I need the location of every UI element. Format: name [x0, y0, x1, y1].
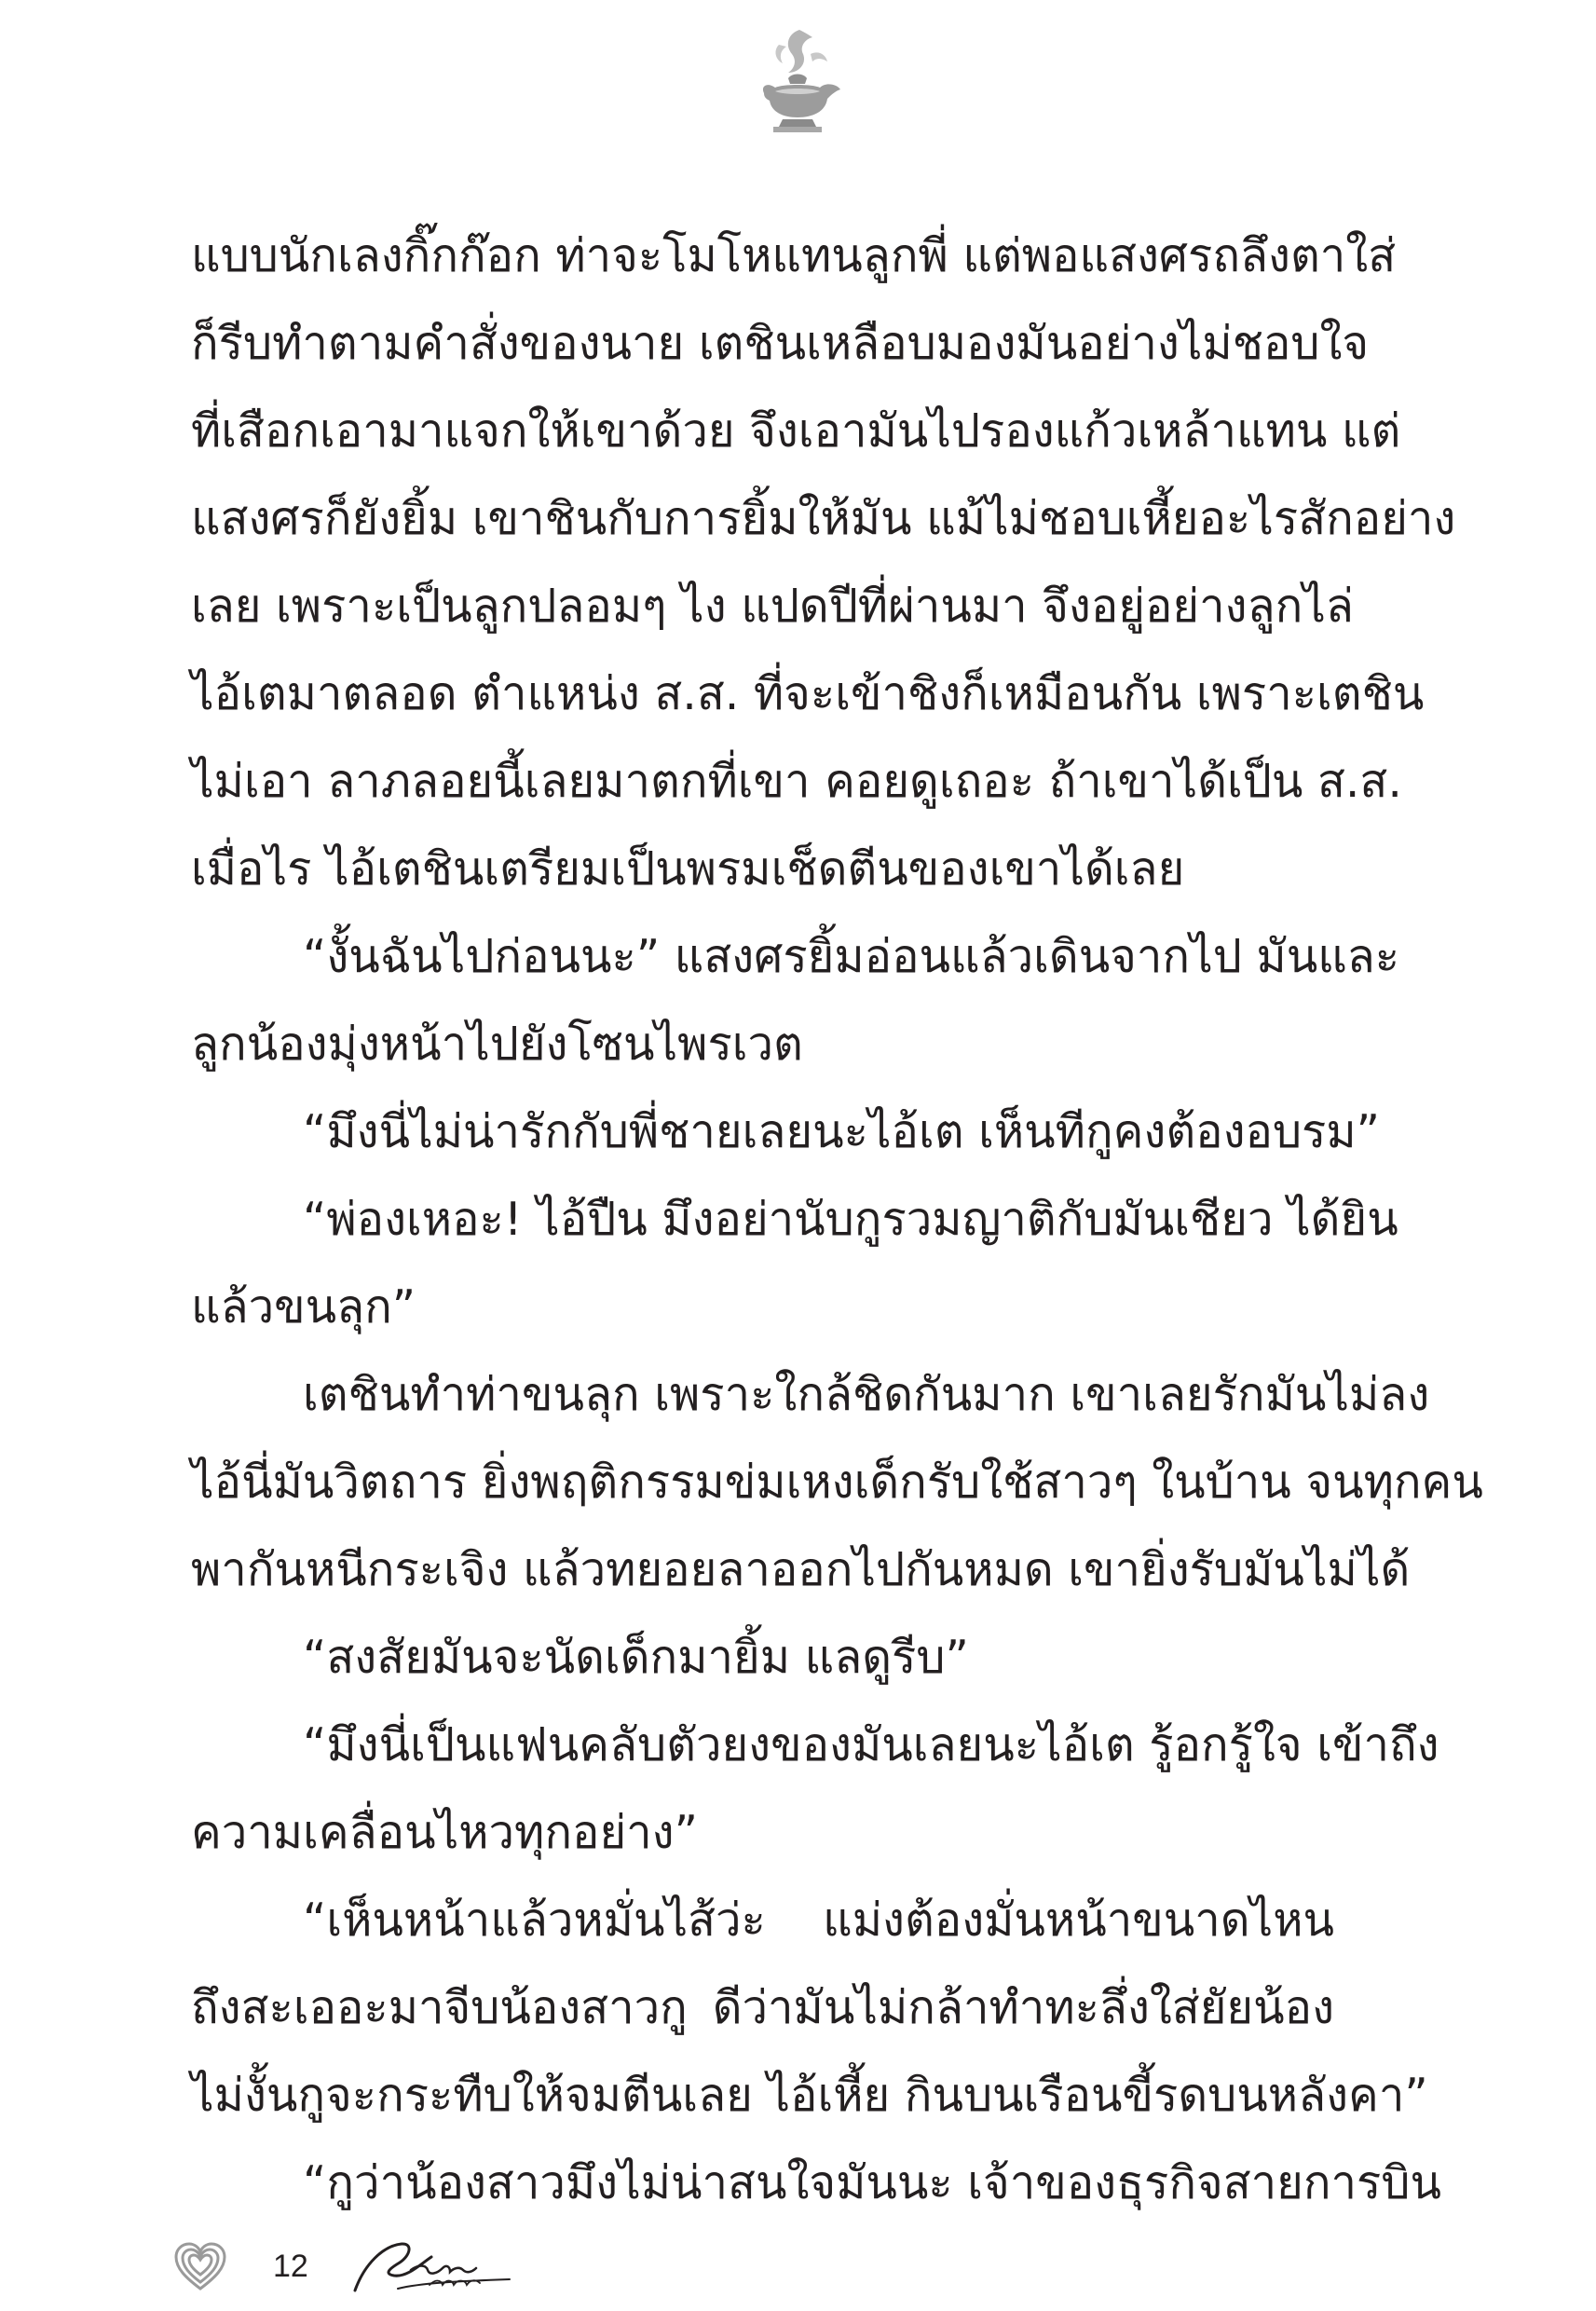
text-line: “สงสัยมันจะนัดเด็กมายิ้ม แลดูรีบ” — [303, 1631, 969, 1684]
text-line: “มึงนี่ไม่น่ารักกับพี่ชายเลยนะไอ้เต เห็นทีกูคงต้องอบรม” — [303, 1105, 1381, 1158]
text-line: ถึงสะเออะมาจีบน้องสาวกู ดีว่ามันไม่กล้าทำทะลึ่งใส่ยัยน้อง — [191, 1981, 1334, 2034]
signature-logo — [346, 2236, 523, 2298]
page-footer — [172, 2236, 731, 2302]
text-line: “เห็นหน้าแล้วหมั่นไส้ว่ะ แม่งต้องมั่นหน้าขนาดไหน — [303, 1894, 1334, 1947]
text-line: แบบนักเลงกิ๊กก๊อก ท่าจะโมโหแทนลูกพี่ แต่พอแสงศรถลึงตาใส่ — [191, 229, 1397, 282]
text-line: ลูกน้องมุ่งหน้าไปยังโซนไพรเวต — [191, 1018, 803, 1071]
text-line: เมื่อไร ไอ้เตชินเตรียมเป็นพรมเช็ดตีนของเขาได้เลย — [191, 842, 1185, 896]
text-line: “งั้นฉันไปก่อนนะ” แสงศรยิ้มอ่อนแล้วเดินจากไป มันและ — [303, 930, 1400, 983]
text-line: เลย เพราะเป็นลูกปลอมๆ ไง แปดปีที่ผ่านมา จึงอยู่อย่างลูกไล่ — [191, 580, 1354, 633]
text-line: “พ่องเหอะ! ไอ้ปืน มึงอย่านับกูรวมญาติกับมันเชียว ได้ยิน — [303, 1193, 1398, 1246]
text-line: พากันหนีกระเจิง แล้วทยอยลาออกไปกันหมด เขายิ่งรับมันไม่ได้ — [191, 1543, 1411, 1596]
text-line: ก็รีบทำตามคำสั่งของนาย เตชินเหลือบมองมันอย่างไม่ชอบใจ — [191, 317, 1370, 370]
text-line: ไอ้เตมาตลอด ตำแหน่ง ส.ส. ที่จะเข้าชิงก็เหมือนกัน เพราะเตชิน — [191, 667, 1425, 720]
text-line: “มึงนี่เป็นแฟนคลับตัวยงของมันเลยนะไอ้เต รู้อกรู้ใจ เข้าถึง — [303, 1718, 1439, 1771]
text-line: ไม่เอา ลาภลอยนี้เลยมาตกที่เขา คอยดูเถอะ ถ้าเขาได้เป็น ส.ส. — [191, 755, 1402, 808]
page-number: 12 — [273, 2249, 308, 2284]
text-line: เตชินทำท่าขนลุก เพราะใกล้ชิดกันมาก เขาเลยรักมันไม่ลง — [303, 1368, 1430, 1421]
text-line: ที่เสือกเอามาแจกให้เขาด้วย จึงเอามันไปรองแก้วเหล้าแทน แต่ — [191, 404, 1401, 458]
text-line: แล้วขนลุก” — [191, 1280, 416, 1333]
text-line: ความเคลื่อนไหวทุกอย่าง” — [191, 1806, 698, 1859]
text-line: ไม่งั้นกูจะกระทืบให้จมตีนเลย ไอ้เหี้ย กินบนเรือนขี้รดบนหลังคา” — [191, 2069, 1428, 2122]
text-line: “กูว่าน้องสาวมึงไม่น่าสนใจมันนะ เจ้าของธุรกิจสายการบิน — [303, 2156, 1441, 2209]
text-line: แสงศรก็ยังยิ้ม เขาชินกับการยิ้มให้มัน แม้ไม่ชอบเหี้ยอะไรสักอย่าง — [191, 492, 1456, 545]
body-text — [191, 212, 1483, 2227]
genie-lamp-icon — [751, 26, 844, 136]
text-line: ไอ้นี่มันวิตถาร ยิ่งพฤติกรรมข่มเหงเด็กรับใช้สาวๆ ในบ้าน จนทุกคน — [191, 1456, 1483, 1509]
heart-icon — [172, 2240, 228, 2292]
